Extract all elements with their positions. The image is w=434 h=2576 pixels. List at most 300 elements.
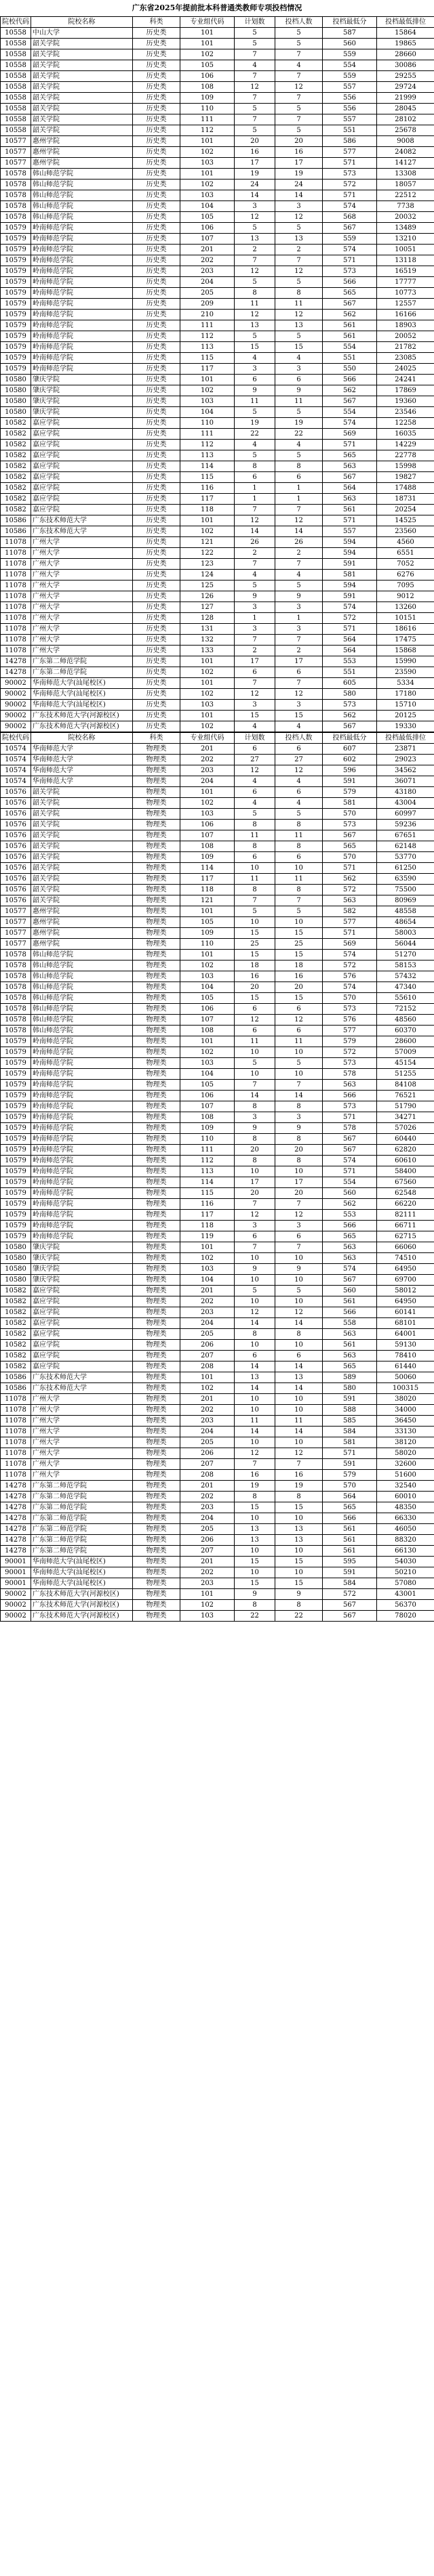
table-row [1,971,434,982]
cell-min-score: 566 [323,1307,377,1318]
cell-group-code: 102 [180,180,235,190]
table-row [1,1275,434,1286]
cell-subject: 历史类 [133,201,180,212]
cell-group-code: 107 [180,830,235,841]
cell-min-score: 572 [323,960,377,971]
cell-min-score: 576 [323,971,377,982]
cell-min-score: 563 [323,494,377,505]
cell-school-code: 10577 [1,928,31,939]
cell-min-rank: 17475 [377,635,434,646]
cell-plan: 16 [235,971,275,982]
cell-min-rank: 20254 [377,505,434,515]
cell-school-code: 14278 [1,1481,31,1492]
cell-min-rank: 38020 [377,1394,434,1405]
cell-school-name: 惠州学院 [31,147,133,158]
cell-school-name: 韶关学院 [31,820,133,830]
cell-min-rank: 82111 [377,1210,434,1221]
cell-group-code: 117 [180,494,235,505]
cell-group-code: 123 [180,559,235,570]
cell-admitted: 4 [275,60,323,71]
cell-admitted: 12 [275,1448,323,1459]
cell-plan: 9 [235,591,275,602]
cell-min-rank: 13308 [377,169,434,180]
cell-subject: 物理类 [133,950,180,960]
table-row [1,1567,434,1578]
cell-min-score: 563 [323,1080,377,1091]
cell-admitted: 15 [275,928,323,939]
cell-subject: 历史类 [133,331,180,342]
table-row [1,1091,434,1101]
cell-school-name: 广州大学 [31,1394,133,1405]
cell-subject: 历史类 [133,320,180,331]
cell-school-name: 嘉应学院 [31,505,133,515]
cell-admitted: 20 [275,136,323,147]
cell-subject: 历史类 [133,667,180,678]
cell-min-score: 574 [323,950,377,960]
cell-min-rank: 10051 [377,245,434,255]
cell-group-code: 104 [180,982,235,993]
cell-admitted: 3 [275,700,323,711]
cell-school-code: 10574 [1,744,31,755]
cell-min-score: 594 [323,537,377,548]
cell-admitted: 12 [275,82,323,93]
cell-min-rank: 88320 [377,1535,434,1546]
cell-subject: 物理类 [133,1611,180,1622]
table-row [1,863,434,874]
cell-school-code: 10579 [1,1145,31,1156]
cell-admitted: 10 [275,1253,323,1264]
cell-admitted: 16 [275,1470,323,1481]
cell-subject: 物理类 [133,1600,180,1611]
cell-school-code: 10576 [1,895,31,906]
cell-min-rank: 64950 [377,1296,434,1307]
cell-min-rank: 60610 [377,1156,434,1166]
cell-plan: 22 [235,429,275,440]
cell-school-name: 嘉应学院 [31,440,133,450]
cell-min-rank: 24241 [377,375,434,385]
cell-admitted: 12 [275,689,323,700]
cell-group-code: 113 [180,342,235,353]
cell-min-rank: 61440 [377,1361,434,1372]
cell-admitted: 25 [275,939,323,950]
cell-admitted: 7 [275,1242,323,1253]
cell-school-name: 广东技术师范大学(河源校区) [31,1600,133,1611]
cell-admitted: 12 [275,310,323,320]
cell-school-name: 广东第二师范学院 [31,1513,133,1524]
cell-min-rank: 29724 [377,82,434,93]
cell-min-score: 567 [323,721,377,732]
cell-min-rank: 20052 [377,331,434,342]
cell-min-rank: 51270 [377,950,434,960]
cell-group-code: 205 [180,1329,235,1340]
cell-min-score: 558 [323,1318,377,1329]
cell-school-name: 华南师范大学(汕尾校区) [31,1567,133,1578]
cell-min-rank: 28102 [377,114,434,125]
cell-admitted: 1 [275,483,323,494]
cell-group-code: 106 [180,1004,235,1015]
cell-admitted: 19 [275,1481,323,1492]
cell-school-name: 广州大学 [31,1416,133,1427]
cell-min-score: 561 [323,320,377,331]
cell-plan: 14 [235,526,275,537]
cell-school-name: 广州大学 [31,1427,133,1437]
table-row [1,765,434,776]
cell-min-score: 573 [323,1058,377,1069]
cell-min-rank: 7095 [377,580,434,591]
table-row [1,450,434,461]
cell-school-name: 岭南师范学院 [31,1177,133,1188]
cell-subject: 物理类 [133,841,180,852]
cell-min-rank: 18731 [377,494,434,505]
cell-subject: 历史类 [133,82,180,93]
cell-min-score: 579 [323,1470,377,1481]
table-row [1,461,434,472]
cell-min-score: 573 [323,700,377,711]
cell-school-code: 11078 [1,570,31,580]
cell-school-code: 10578 [1,960,31,971]
cell-group-code: 103 [180,1611,235,1622]
cell-school-name: 岭南师范学院 [31,320,133,331]
table-row [1,993,434,1004]
cell-min-rank: 69700 [377,1275,434,1286]
cell-school-code: 14278 [1,656,31,667]
cell-group-code: 210 [180,310,235,320]
cell-school-name: 嘉应学院 [31,1329,133,1340]
table-row [1,591,434,602]
cell-min-rank: 45154 [377,1058,434,1069]
cell-school-name: 嘉应学院 [31,1307,133,1318]
cell-group-code: 104 [180,1275,235,1286]
table-row [1,1589,434,1600]
cell-min-rank: 46050 [377,1524,434,1535]
cell-plan: 10 [235,1405,275,1416]
table-row [1,1004,434,1015]
cell-group-code: 104 [180,1069,235,1080]
cell-group-code: 202 [180,255,235,266]
cell-group-code: 102 [180,721,235,732]
cell-group-code: 113 [180,450,235,461]
cell-school-code: 90001 [1,1567,31,1578]
cell-school-code: 11078 [1,559,31,570]
cell-min-rank: 20125 [377,711,434,721]
cell-school-code: 10558 [1,114,31,125]
cell-school-code: 10579 [1,234,31,245]
cell-min-rank: 16166 [377,310,434,320]
cell-school-code: 10576 [1,798,31,809]
cell-min-rank: 62148 [377,841,434,852]
cell-school-name: 嘉应学院 [31,1340,133,1351]
cell-subject: 物理类 [133,863,180,874]
cell-plan: 13 [235,234,275,245]
cell-group-code: 124 [180,570,235,580]
table-row [1,277,434,288]
cell-school-code: 10579 [1,1134,31,1145]
cell-plan: 11 [235,1416,275,1427]
cell-plan: 15 [235,1502,275,1513]
cell-admitted: 10 [275,1069,323,1080]
cell-admitted: 18 [275,960,323,971]
column-header-plan: 计划数 [235,733,275,744]
cell-school-code: 10579 [1,1069,31,1080]
cell-admitted: 8 [275,1329,323,1340]
cell-plan: 8 [235,1600,275,1611]
cell-group-code: 102 [180,798,235,809]
cell-subject: 历史类 [133,180,180,190]
cell-subject: 物理类 [133,1134,180,1145]
cell-admitted: 3 [275,201,323,212]
cell-min-rank: 58003 [377,928,434,939]
table-row [1,1286,434,1296]
cell-group-code: 208 [180,1470,235,1481]
cell-admitted: 3 [275,624,323,635]
cell-admitted: 2 [275,548,323,559]
cell-min-rank: 4560 [377,537,434,548]
cell-school-name: 岭南师范学院 [31,1080,133,1091]
cell-school-name: 肇庆学院 [31,407,133,418]
cell-plan: 4 [235,60,275,71]
table-row [1,928,434,939]
table-row [1,982,434,993]
cell-min-rank: 15864 [377,28,434,39]
cell-school-name: 嘉应学院 [31,1318,133,1329]
cell-group-code: 101 [180,28,235,39]
cell-group-code: 201 [180,1286,235,1296]
table-row [1,1058,434,1069]
cell-group-code: 201 [180,245,235,255]
cell-subject: 历史类 [133,591,180,602]
cell-subject: 历史类 [133,364,180,375]
cell-plan: 5 [235,223,275,234]
cell-admitted: 22 [275,429,323,440]
cell-plan: 8 [235,885,275,895]
cell-subject: 物理类 [133,917,180,928]
cell-school-name: 岭南师范学院 [31,245,133,255]
cell-school-name: 嘉应学院 [31,1286,133,1296]
cell-min-rank: 67560 [377,1177,434,1188]
cell-group-code: 116 [180,483,235,494]
cell-group-code: 203 [180,1578,235,1589]
cell-min-rank: 63590 [377,874,434,885]
cell-group-code: 117 [180,1210,235,1221]
cell-subject: 历史类 [133,559,180,570]
cell-min-score: 553 [323,656,377,667]
cell-min-rank: 5334 [377,678,434,689]
cell-school-code: 10579 [1,331,31,342]
cell-min-rank: 66330 [377,1513,434,1524]
cell-group-code: 113 [180,1166,235,1177]
table-row [1,407,434,418]
cell-school-code: 10579 [1,342,31,353]
cell-plan: 4 [235,440,275,450]
cell-min-rank: 60010 [377,1492,434,1502]
cell-school-code: 10580 [1,1253,31,1264]
cell-subject: 历史类 [133,450,180,461]
table-row [1,190,434,201]
cell-min-rank: 62715 [377,1231,434,1242]
cell-group-code: 104 [180,407,235,418]
cell-school-code: 10579 [1,320,31,331]
cell-school-name: 岭南师范学院 [31,1112,133,1123]
cell-group-code: 205 [180,288,235,299]
column-header-plan: 计划数 [235,17,275,28]
cell-plan: 17 [235,158,275,169]
cell-group-code: 103 [180,396,235,407]
cell-subject: 物理类 [133,1177,180,1188]
cell-min-rank: 34562 [377,765,434,776]
cell-school-code: 10579 [1,1036,31,1047]
cell-group-code: 207 [180,1546,235,1557]
cell-min-rank: 19360 [377,396,434,407]
cell-plan: 10 [235,1166,275,1177]
cell-group-code: 101 [180,678,235,689]
cell-admitted: 8 [275,1134,323,1145]
cell-school-name: 惠州学院 [31,928,133,939]
cell-plan: 2 [235,245,275,255]
cell-admitted: 1 [275,613,323,624]
cell-plan: 3 [235,1112,275,1123]
cell-plan: 27 [235,755,275,765]
cell-plan: 13 [235,1524,275,1535]
cell-school-name: 广东第二师范学院 [31,1481,133,1492]
table-row [1,613,434,624]
cell-subject: 物理类 [133,928,180,939]
cell-admitted: 7 [275,1459,323,1470]
cell-school-name: 岭南师范学院 [31,1101,133,1112]
cell-school-code: 10558 [1,125,31,136]
cell-subject: 历史类 [133,635,180,646]
cell-admitted: 15 [275,993,323,1004]
cell-school-code: 10577 [1,136,31,147]
cell-min-score: 564 [323,635,377,646]
cell-plan: 10 [235,863,275,874]
cell-subject: 物理类 [133,776,180,787]
cell-min-score: 591 [323,559,377,570]
cell-min-rank: 9012 [377,591,434,602]
cell-admitted: 7 [275,49,323,60]
cell-plan: 10 [235,1047,275,1058]
cell-min-rank: 59130 [377,1340,434,1351]
cell-group-code: 103 [180,700,235,711]
table-row [1,559,434,570]
table-row [1,1026,434,1036]
cell-plan: 20 [235,982,275,993]
cell-group-code: 201 [180,1394,235,1405]
cell-admitted: 12 [275,1015,323,1026]
cell-subject: 物理类 [133,1502,180,1513]
cell-school-name: 韩山师范学院 [31,1004,133,1015]
cell-group-code: 107 [180,234,235,245]
cell-min-rank: 48654 [377,917,434,928]
cell-min-rank: 48558 [377,906,434,917]
cell-school-name: 岭南师范学院 [31,310,133,320]
cell-admitted: 9 [275,1589,323,1600]
cell-subject: 物理类 [133,1199,180,1210]
cell-subject: 历史类 [133,353,180,364]
table-row [1,180,434,190]
cell-school-code: 10578 [1,190,31,201]
cell-min-rank: 36450 [377,1416,434,1427]
table-row [1,689,434,700]
cell-school-code: 10582 [1,1351,31,1361]
cell-school-name: 广州大学 [31,570,133,580]
cell-subject: 物理类 [133,1405,180,1416]
cell-min-rank: 16519 [377,266,434,277]
cell-group-code: 118 [180,885,235,895]
cell-school-code: 11078 [1,1459,31,1470]
cell-subject: 物理类 [133,1470,180,1481]
cell-school-name: 岭南师范学院 [31,1145,133,1156]
cell-school-code: 10578 [1,201,31,212]
cell-min-score: 550 [323,364,377,375]
cell-plan: 8 [235,1329,275,1340]
table-row [1,755,434,765]
cell-school-name: 韶关学院 [31,114,133,125]
cell-min-rank: 72152 [377,1004,434,1015]
cell-min-score: 584 [323,1427,377,1437]
cell-subject: 物理类 [133,1264,180,1275]
cell-admitted: 9 [275,385,323,396]
cell-plan: 10 [235,1253,275,1264]
cell-admitted: 13 [275,1535,323,1546]
cell-school-name: 韶关学院 [31,104,133,114]
cell-school-code: 10579 [1,1231,31,1242]
cell-school-code: 10586 [1,526,31,537]
cell-plan: 10 [235,1513,275,1524]
cell-min-score: 571 [323,515,377,526]
cell-subject: 历史类 [133,570,180,580]
cell-subject: 物理类 [133,1546,180,1557]
cell-school-name: 华南师范大学(汕尾校区) [31,700,133,711]
cell-admitted: 10 [275,1394,323,1405]
cell-group-code: 112 [180,1156,235,1166]
cell-subject: 历史类 [133,277,180,288]
cell-plan: 10 [235,917,275,928]
cell-min-score: 574 [323,245,377,255]
cell-group-code: 119 [180,1231,235,1242]
cell-school-code: 10558 [1,39,31,49]
cell-subject: 物理类 [133,820,180,830]
cell-school-code: 10576 [1,841,31,852]
cell-subject: 历史类 [133,234,180,245]
cell-subject: 历史类 [133,548,180,559]
cell-min-rank: 29255 [377,71,434,82]
cell-subject: 物理类 [133,1578,180,1589]
cell-min-score: 573 [323,169,377,180]
cell-min-rank: 78410 [377,1351,434,1361]
cell-admitted: 12 [275,1307,323,1318]
cell-school-name: 广东技术师范大学(河源校区) [31,1589,133,1600]
cell-admitted: 10 [275,1296,323,1307]
cell-group-code: 102 [180,1600,235,1611]
cell-plan: 5 [235,331,275,342]
cell-school-name: 广州大学 [31,1470,133,1481]
cell-school-code: 10582 [1,461,31,472]
cell-school-name: 嘉应学院 [31,483,133,494]
cell-admitted: 5 [275,331,323,342]
cell-school-code: 10576 [1,809,31,820]
cell-plan: 10 [235,1296,275,1307]
cell-plan: 3 [235,201,275,212]
cell-admitted: 17 [275,158,323,169]
cell-school-name: 韩山师范学院 [31,982,133,993]
cell-subject: 历史类 [133,266,180,277]
cell-min-score: 551 [323,667,377,678]
cell-admitted: 3 [275,602,323,613]
cell-subject: 物理类 [133,1340,180,1351]
cell-school-code: 11078 [1,635,31,646]
cell-subject: 物理类 [133,1492,180,1502]
cell-school-name: 嘉应学院 [31,472,133,483]
